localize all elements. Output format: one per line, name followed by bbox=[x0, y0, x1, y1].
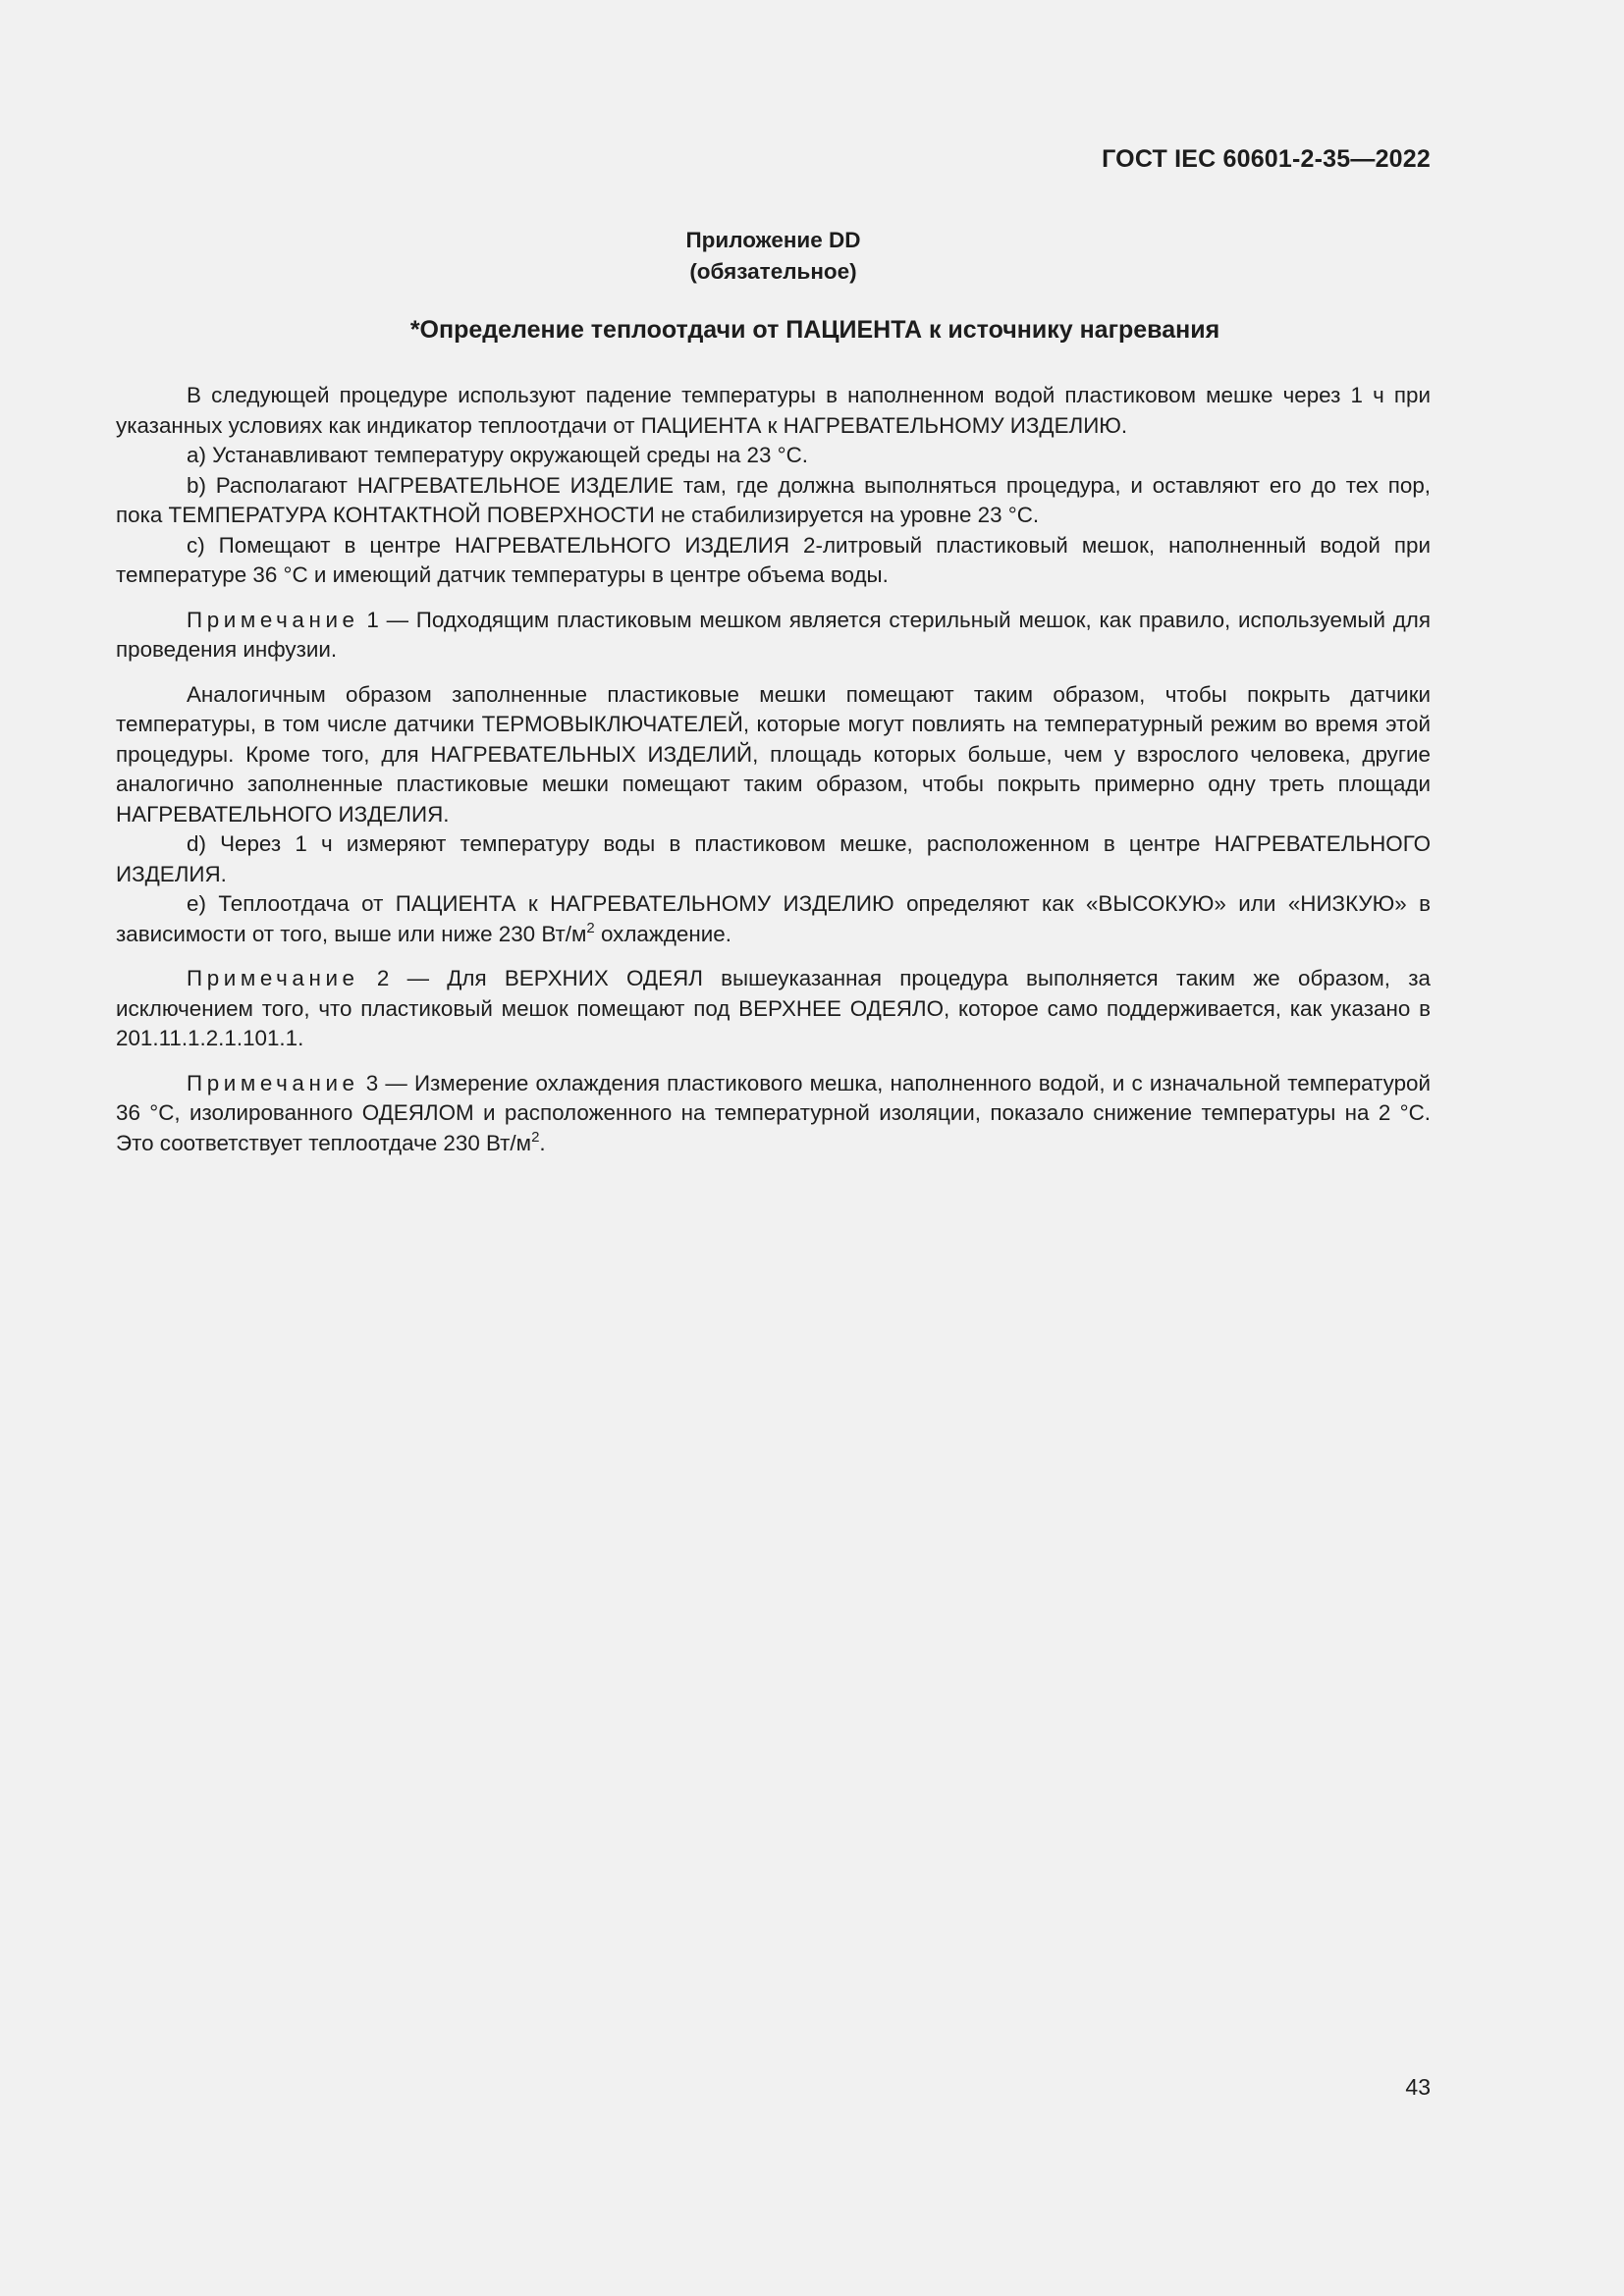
step-d: d) Через 1 ч измеряют температуру воды в пластиковом мешке, расположенном в центре НАГРЕВАТЕЛЬНОГО ИЗДЕЛИЯ. bbox=[116, 831, 1431, 886]
step-e bbox=[116, 889, 1431, 949]
page-number: 43 bbox=[1405, 2074, 1431, 2100]
note-1 bbox=[116, 606, 1431, 666]
step-e-text: e) Теплоотдача от ПАЦИЕНТА к НАГРЕВАТЕЛЬНОМУ ИЗДЕЛИЮ определяют как «ВЫСОКУЮ» или «НИЗКУЮ» в зависимости от того, выше или ниже 230 Вт/м bbox=[116, 891, 1431, 946]
document-code: ГОСТ IEC 60601-2-35—2022 bbox=[1102, 145, 1431, 173]
note-3-label: Примечание bbox=[187, 1070, 359, 1095]
note-3-superscript: 2 bbox=[531, 1128, 540, 1146]
annex-heading bbox=[116, 225, 1431, 288]
note-2-label: Примечание bbox=[187, 966, 359, 990]
note-2-text: 2 — Для ВЕРХНИХ ОДЕЯЛ вышеуказанная процедура выполняется таким же образом, за исключением того, что пластиковый мешок помещают под ВЕРХНЕЕ ОДЕЯЛО, которое само поддерживается, как указано в 201.11.1.2.1.101.1. bbox=[116, 966, 1431, 1050]
similar-paragraph: Аналогичным образом заполненные пластиковые мешки помещают таким образом, чтобы покрыть датчики температуры, в том числе датчики ТЕРМОВЫКЛЮЧАТЕЛЕЙ, которые могут повлиять на температурный режим во время этой процедуры. Кроме того, для НАГРЕВАТЕЛЬНЫХ ИЗДЕЛИЙ, площадь которых больше, чем у взрослого человека, другие аналогично заполненные пластиковые мешки помещают таким образом, чтобы покрыть примерно одну треть площади НАГРЕВАТЕЛЬНОГО ИЗДЕЛИЯ. bbox=[116, 681, 1431, 827]
note-2 bbox=[116, 964, 1431, 1054]
note-1-label: Примечание bbox=[187, 607, 359, 632]
step-e-superscript: 2 bbox=[586, 919, 595, 936]
intro-paragraph: В следующей процедуре используют падение температуры в наполненном водой пластиковом мешке через 1 ч при указанных условиях как индикатор теплоотдачи от ПАЦИЕНТА к НАГРЕВАТЕЛЬНОМУ ИЗДЕЛИЮ. bbox=[116, 383, 1431, 438]
note-3 bbox=[116, 1069, 1431, 1159]
note-3-tail: . bbox=[539, 1130, 546, 1155]
step-c: c) Помещают в центре НАГРЕВАТЕЛЬНОГО ИЗДЕЛИЯ 2-литровый пластиковый мешок, наполненный водой при температуре 36 °С и имеющий датчик температуры в центре объема воды. bbox=[116, 532, 1431, 587]
step-e-tail: охлаждение. bbox=[594, 921, 731, 946]
annex-label: Приложение DD bbox=[685, 228, 861, 252]
document-body bbox=[116, 381, 1431, 1158]
step-a: a) Устанавливают температуру окружающей среды на 23 °С. bbox=[187, 443, 809, 467]
note-3-text: 3 — Измерение охлаждения пластикового мешка, наполненного водой, и с изначальной температурой 36 °С, изолированного ОДЕЯЛОМ и расположенного на температурной изоляции, показало снижение температуры на 2 °С. Это соответствует теплоотдаче 230 Вт/м bbox=[116, 1070, 1431, 1155]
annex-status: (обязательное) bbox=[689, 259, 857, 284]
annex-title: *Определение теплоотдачи от ПАЦИЕНТА к источнику нагревания bbox=[409, 316, 1220, 344]
step-b: b) Располагают НАГРЕВАТЕЛЬНОЕ ИЗДЕЛИЕ там, где должна выполняться процедура, и оставляют его до тех пор, пока ТЕМПЕРАТУРА КОНТАКТНОЙ ПОВЕРХНОСТИ не стабилизируется на уровне 23 °С. bbox=[116, 472, 1431, 527]
note-1-text: 1 — Подходящим пластиковым мешком является стерильный мешок, как правило, используемый для проведения инфузии. bbox=[116, 607, 1431, 662]
